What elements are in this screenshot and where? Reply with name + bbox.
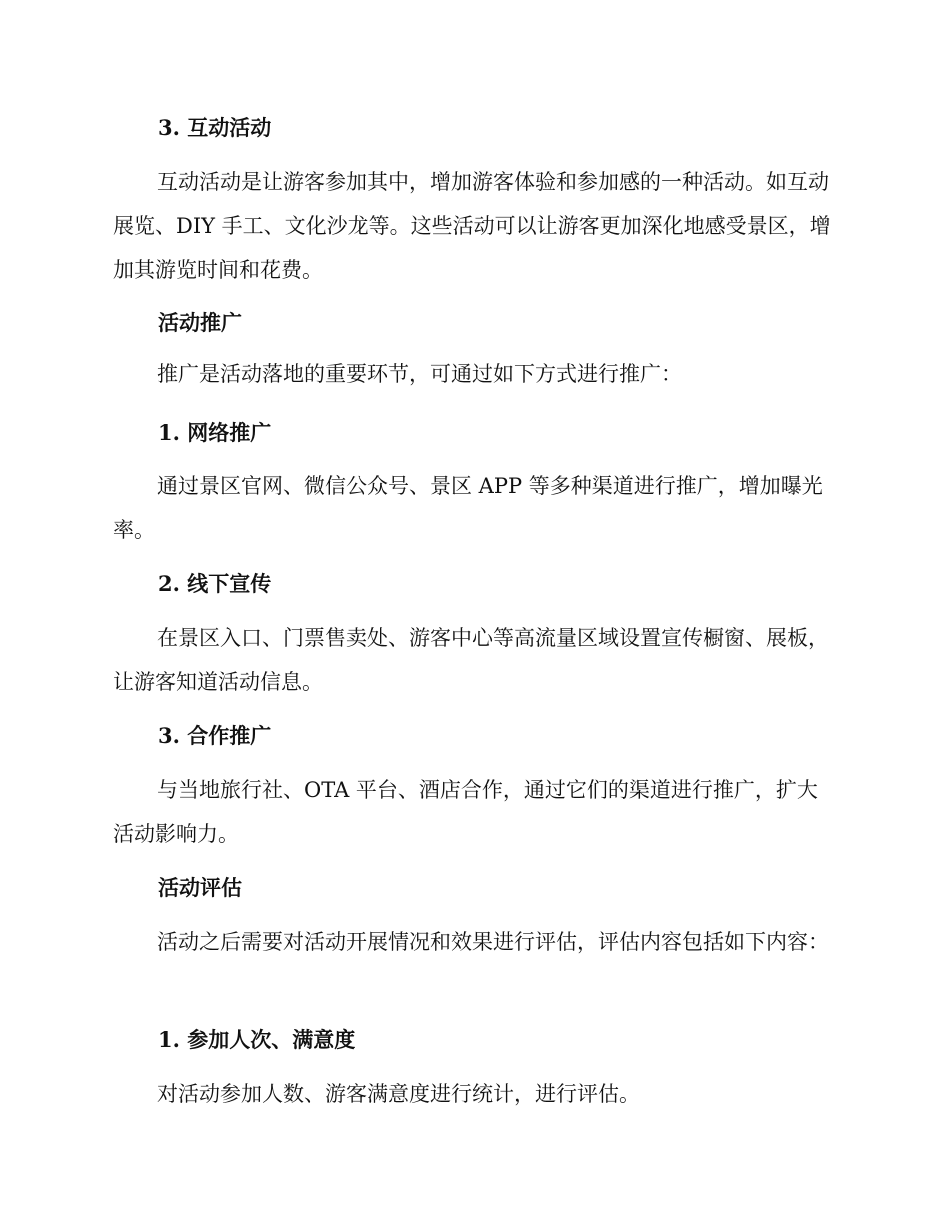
paragraph-cooperative-promotion: 与当地旅行社、OTA 平台、酒店合作，通过它们的渠道进行推广，扩大活动影响力。: [113, 778, 818, 846]
section-heading-participation: 1. 参加人次、满意度: [158, 1027, 356, 1052]
paragraph-evaluation: 活动之后需要对活动开展情况和效果进行评估，评估内容包括如下内容：: [157, 930, 829, 954]
section-heading-promotion: 活动推广: [158, 310, 242, 335]
section-heading-evaluation: 活动评估: [158, 875, 242, 900]
paragraph-online-promotion: 通过景区官网、微信公众号、景区 APP 等多种渠道进行推广，增加曝光率。: [113, 474, 823, 542]
paragraph-participation: 对活动参加人数、游客满意度进行统计，进行评估。: [157, 1082, 640, 1106]
section-heading-cooperative-promotion: 3. 合作推广: [158, 723, 272, 748]
paragraph-promotion: 推广是活动落地的重要环节，可通过如下方式进行推广：: [157, 362, 682, 386]
paragraph-interactive-activities: 互动活动是让游客参加其中，增加游客体验和参加感的一种活动。如互动展览、DIY 手工、文化沙龙等。这些活动可以让游客更加深化地感受景区，增加其游览时间和花费。: [113, 170, 831, 282]
section-heading-offline-publicity: 2. 线下宣传: [158, 571, 272, 596]
section-heading-online-promotion: 1. 网络推广: [158, 420, 272, 445]
paragraph-offline-publicity: 在景区入口、门票售卖处、游客中心等高流量区域设置宣传橱窗、展板，让游客知道活动信息。: [113, 626, 829, 694]
section-heading-interactive-activities: 3. 互动活动: [158, 115, 272, 140]
